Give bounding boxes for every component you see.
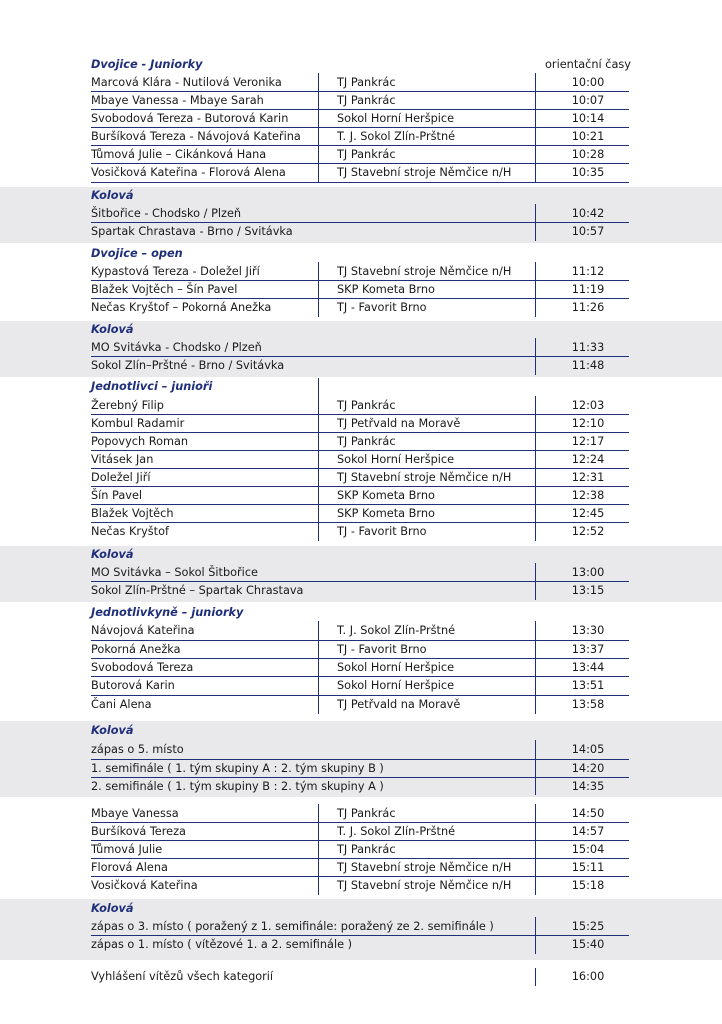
schedule-row [0,859,722,877]
entry-name: Tůmová Julie – Cikánková Hana [91,148,267,161]
column-divider [318,73,319,183]
entry-club: Sokol Horní Heršpice [337,453,455,466]
row-divider [91,298,629,299]
entry-name: Mbaye Vanessa - Mbaye Sarah [91,94,264,107]
column-divider [318,378,319,541]
row-divider [91,432,629,433]
entry-name: zápas o 5. místo [91,743,184,756]
entry-time: 10:00 [571,76,605,89]
entry-name: MO Svitávka – Sokol Šitbořice [91,566,258,579]
schedule-row [0,339,722,357]
entry-name: Nečas Kryštof – Pokorná Anežka [91,301,272,314]
entry-time: 12:38 [571,489,605,502]
section-title: Kolová [91,902,134,915]
section-title: Kolová [91,724,134,737]
entry-name: 2. semifinále ( 1. tým skupiny B : 2. tým skupiny A ) [91,780,384,793]
section-header [0,378,722,396]
section-title: Kolová [91,189,134,202]
entry-club: TJ Pankrác [337,76,396,89]
row-divider [91,822,629,823]
entry-time: 15:11 [571,861,605,874]
column-divider [535,262,536,317]
row-divider [91,522,629,523]
column-divider [318,262,319,317]
entry-time: 14:05 [571,743,605,756]
section-title: Kolová [91,323,134,336]
entry-time: 10:35 [571,166,605,179]
entry-club: TJ Pankrác [337,94,396,107]
entry-time: 15:04 [571,843,605,856]
schedule-row [0,397,722,415]
entry-time: 13:00 [571,566,605,579]
entry-time: 14:57 [571,825,605,838]
schedule-row [0,487,722,505]
entry-name: Svobodová Tereza [91,661,194,674]
column-divider [535,917,536,954]
schedule-row [0,968,722,986]
row-divider [91,581,629,582]
entry-time: 13:58 [571,698,605,711]
schedule-row [0,205,722,223]
schedule-row [0,564,722,582]
row-divider [91,935,629,936]
entry-name: Nečas Kryštof [91,525,169,538]
schedule-row [0,110,722,128]
section-title: Dvojice - Juniorky [91,58,203,71]
column-divider [535,73,536,183]
entry-club: TJ - Favorit Brno [337,643,427,656]
schedule-row [0,760,722,778]
row-divider [91,858,629,859]
row-divider [91,280,629,281]
entry-name: Šitbořice - Chodsko / Plzeň [91,207,242,220]
entry-time: 10:07 [571,94,605,107]
entry-name: Návojová Kateřina [91,624,195,637]
entry-time: 13:51 [571,679,605,692]
schedule-row [0,433,722,451]
entry-time: 13:30 [571,624,605,637]
schedule-row [0,805,722,823]
entry-club: TJ Pankrác [337,435,396,448]
entry-club: TJ Stavební stroje Němčice n/H [337,861,512,874]
row-divider [91,414,629,415]
row-divider [91,759,629,760]
entry-name: Spartak Chrastava - Brno / Svitávka [91,225,293,238]
section-title: Jednotlivci – junioři [91,380,213,393]
entry-time: 12:24 [571,453,605,466]
entry-name: zápas o 3. místo ( poražený z 1. semifinále: poražený ze 2. semifinále ) [91,920,494,933]
schedule-row [0,523,722,541]
entry-club: TJ Petřvald na Moravě [337,417,461,430]
section-header [0,900,722,918]
schedule-row [0,92,722,110]
schedule-row [0,659,722,677]
entry-club: SKP Kometa Brno [337,283,435,296]
entry-name: Svobodová Tereza - Butorová Karin [91,112,289,125]
column-divider [535,804,536,895]
entry-name: Šín Pavel [91,489,143,502]
schedule-row [0,677,722,695]
entry-time: 10:14 [571,112,605,125]
entry-time: 12:03 [571,399,605,412]
schedule-row [0,146,722,164]
section-title: Kolová [91,548,134,561]
entry-name: Žerebný Filip [91,399,164,412]
schedule-header-row [0,56,722,74]
schedule-row [0,918,722,936]
entry-time: 15:40 [571,938,605,951]
row-divider [91,695,629,696]
entry-time: 11:26 [571,301,605,314]
schedule-row [0,622,722,640]
entry-time: 15:18 [571,879,605,892]
entry-time: 12:52 [571,525,605,538]
entry-club: TJ Stavební stroje Němčice n/H [337,879,512,892]
schedule-row [0,877,722,895]
section-header [0,187,722,205]
entry-time: 11:48 [571,359,605,372]
entry-name: Buršíková Tereza [91,825,186,838]
schedule-row [0,281,722,299]
schedule-row [0,936,722,954]
schedule-row [0,469,722,487]
section-header [0,245,722,263]
entry-name: Blažek Vojtěch [91,507,174,520]
entry-name: Popovych Roman [91,435,189,448]
schedule-row [0,841,722,859]
row-divider [91,640,629,641]
entry-name: Vitásek Jan [91,453,154,466]
entry-name: Marcová Klára - Nutilová Veronika [91,76,282,89]
row-divider [91,468,629,469]
entry-time: 11:19 [571,283,605,296]
row-divider [91,777,629,778]
column-divider [535,563,536,600]
entry-name: Čani Alena [91,698,152,711]
entry-club: TJ - Favorit Brno [337,525,427,538]
column-divider [318,621,319,714]
column-divider [535,204,536,241]
row-divider [91,163,629,164]
schedule-row [0,357,722,375]
entry-time: 12:31 [571,471,605,484]
section-header [0,604,722,622]
entry-time: 14:35 [571,780,605,793]
schedule-row [0,164,722,182]
entry-name: Butorová Karin [91,679,175,692]
entry-club: Sokol Horní Heršpice [337,112,455,125]
row-divider [91,676,629,677]
schedule-row [0,505,722,523]
entry-name: Buršíková Tereza - Návojová Kateřina [91,130,301,143]
row-divider [91,840,629,841]
entry-time: 15:25 [571,920,605,933]
column-divider [535,968,536,986]
schedule-row [0,263,722,281]
entry-name: Mbaye Vanessa [91,807,179,820]
entry-club: SKP Kometa Brno [337,489,435,502]
entry-time: 13:44 [571,661,605,674]
section-header [0,722,722,740]
entry-time: 11:33 [571,341,605,354]
schedule-row [0,74,722,92]
entry-club: TJ Pankrác [337,399,396,412]
entry-club: Sokol Horní Heršpice [337,679,455,692]
entry-name: Sokol Zlín–Prštné - Brno / Svitávka [91,359,285,372]
row-divider [91,658,629,659]
column-divider [535,740,536,795]
row-divider [91,182,629,183]
schedule-row [0,696,722,714]
schedule-row [0,641,722,659]
times-header: orientační časy [545,58,631,71]
entry-club: TJ Pankrác [337,148,396,161]
entry-time: 12:10 [571,417,605,430]
column-divider [535,338,536,375]
entry-club: T. J. Sokol Zlín-Prštné [337,825,456,838]
row-divider [91,127,629,128]
entry-name: Sokol Zlín-Prštné – Spartak Chrastava [91,584,304,597]
entry-club: TJ Pankrác [337,843,396,856]
column-divider [318,804,319,895]
entry-name: zápas o 1. místo ( vítězové 1. a 2. semifinále ) [91,938,353,951]
entry-time: 12:45 [571,507,605,520]
entry-name: Vosičková Kateřina [91,879,198,892]
schedule-row [0,223,722,241]
schedule-row [0,299,722,317]
entry-club: SKP Kometa Brno [337,507,435,520]
row-divider [91,486,629,487]
entry-time: 13:15 [571,584,605,597]
schedule-row [0,415,722,433]
entry-name: Kypastová Tereza - Doležel Jiří [91,265,260,278]
column-divider [535,621,536,714]
entry-club: Sokol Horní Heršpice [337,661,455,674]
section-title: Dvojice – open [91,247,183,260]
entry-time: 10:57 [571,225,605,238]
row-divider [91,450,629,451]
row-divider [91,504,629,505]
entry-club: TJ Stavební stroje Němčice n/H [337,265,512,278]
entry-club: TJ Stavební stroje Němčice n/H [337,166,512,179]
entry-time: 10:21 [571,130,605,143]
entry-name: MO Svitávka - Chodsko / Plzeň [91,341,262,354]
row-divider [91,109,629,110]
row-divider [91,91,629,92]
entry-time: 10:42 [571,207,605,220]
entry-name: Pokorná Anežka [91,643,181,656]
entry-club: T. J. Sokol Zlín-Prštné [337,130,456,143]
entry-time: 12:17 [571,435,605,448]
entry-time: 14:50 [571,807,605,820]
entry-time: 13:37 [571,643,605,656]
entry-name: Blažek Vojtěch – Šín Pavel [91,283,238,296]
entry-name: Doležel Jiří [91,471,151,484]
entry-club: TJ Petřvald na Moravě [337,698,461,711]
schedule-row [0,451,722,469]
entry-name: Tůmová Julie [91,843,163,856]
entry-name: 1. semifinále ( 1. tým skupiny A : 2. tým skupiny B ) [91,762,384,775]
entry-club: TJ Stavební stroje Němčice n/H [337,471,512,484]
column-divider [535,396,536,541]
entry-time: 14:20 [571,762,605,775]
row-divider [91,876,629,877]
entry-club: T. J. Sokol Zlín-Prštné [337,624,456,637]
row-divider [91,356,629,357]
schedule-row [0,128,722,146]
schedule-row [0,582,722,600]
schedule-row [0,823,722,841]
entry-time: 10:28 [571,148,605,161]
section-header [0,546,722,564]
entry-club: TJ Pankrác [337,807,396,820]
entry-name: Vyhlášení vítězů všech kategorií [91,970,274,983]
section-title: Jednotlivkyně – juniorky [91,606,244,619]
row-divider [91,145,629,146]
entry-name: Florová Alena [91,861,168,874]
entry-club: TJ - Favorit Brno [337,301,427,314]
entry-time: 11:12 [571,265,605,278]
entry-name: Vosičková Kateřina - Florová Alena [91,166,286,179]
entry-time: 16:00 [571,970,605,983]
row-divider [91,222,629,223]
schedule-row [0,778,722,796]
schedule-row [0,741,722,759]
entry-name: Kombul Radamir [91,417,185,430]
section-header [0,321,722,339]
